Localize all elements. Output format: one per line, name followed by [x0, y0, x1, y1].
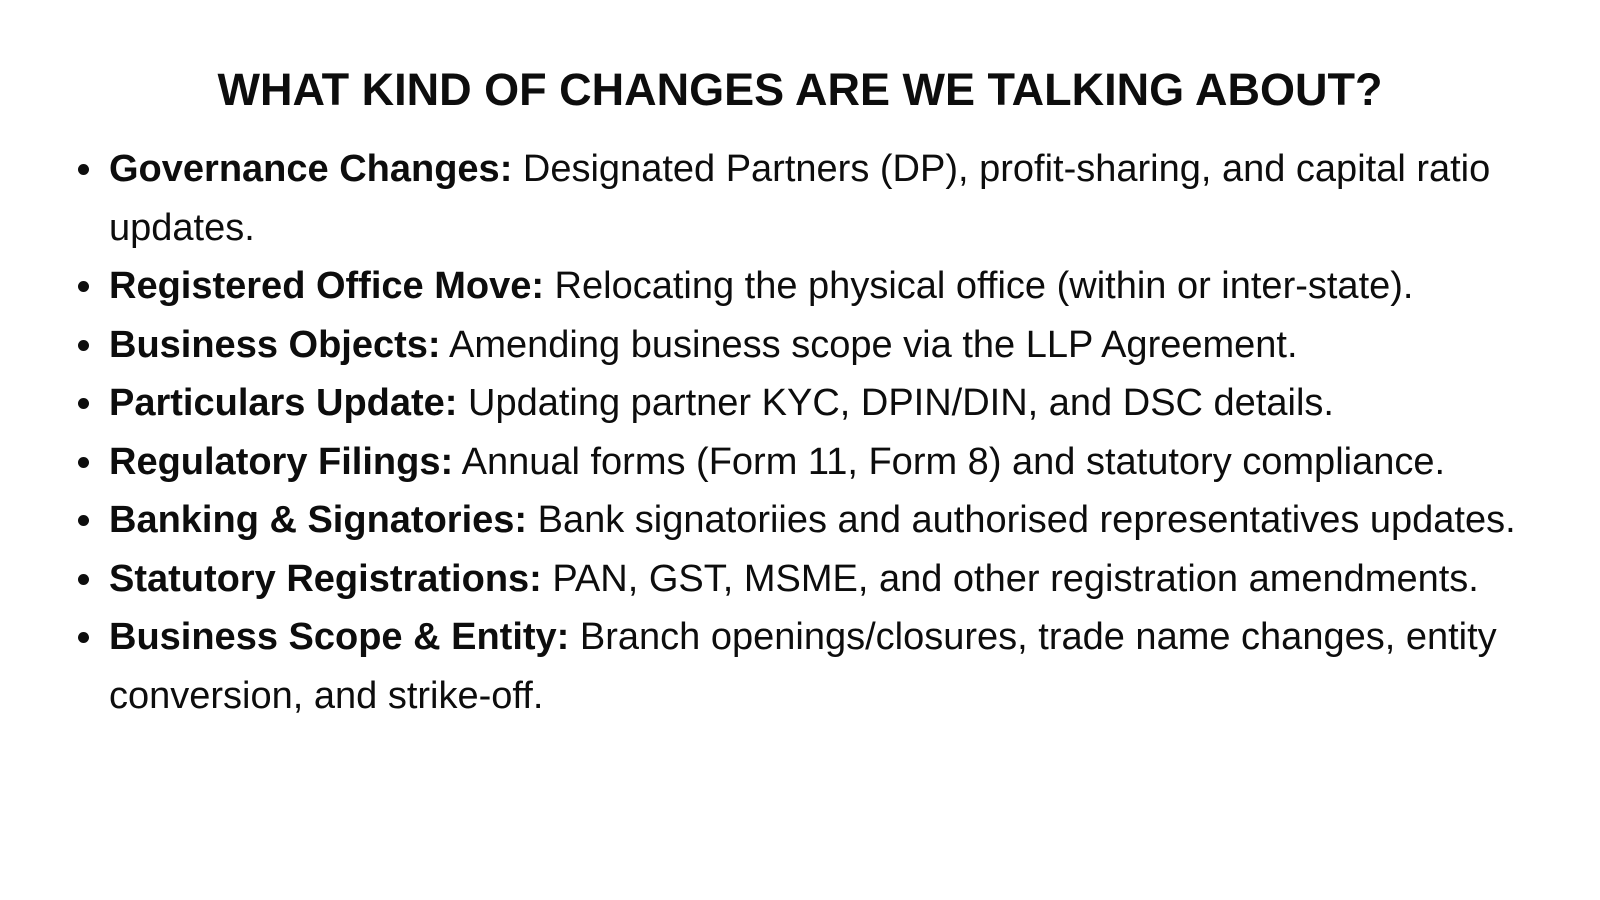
bullet-description: Designated Partners (DP), profit-sharing, and capital ratio updates. — [109, 148, 1491, 249]
change-types-list — [78, 140, 1578, 725]
bullet-term: Business Objects: — [109, 323, 441, 366]
bullet-term: Governance Changes: — [109, 148, 513, 190]
bullet-description: Bank signatoriies and authorised representatives updates. — [527, 499, 1516, 541]
bullet-description: Annual forms (Form 11, Form 8) and statutory compliance. — [453, 440, 1446, 483]
bullet-term: Business Scope & Entity: — [109, 616, 570, 658]
bullet-description: PAN, GST, MSME, and other registration amendments. — [541, 557, 1479, 600]
bullet-description: Relocating the physical office (within or inter-state). — [544, 265, 1414, 307]
bullet-term: Registered Office Move: — [109, 265, 544, 307]
bullet-icon — [78, 457, 89, 468]
bullet-description: Updating partner KYC, DPIN/DIN, and DSC details. — [457, 382, 1334, 424]
list-item-business-scope-entity — [78, 608, 1578, 725]
list-item-particulars-update — [78, 374, 1578, 433]
list-item-regulatory-filings — [78, 433, 1578, 492]
bullet-icon — [78, 164, 89, 175]
list-item-governance — [78, 140, 1578, 257]
bullet-icon — [78, 574, 89, 585]
bullet-icon — [78, 281, 89, 292]
bullet-icon — [78, 515, 89, 526]
bullet-icon — [78, 340, 89, 351]
bullet-term: Regulatory Filings: — [109, 440, 454, 483]
bullet-term: Statutory Registrations: — [109, 557, 542, 600]
bullet-term: Particulars Update: — [109, 382, 458, 424]
bullet-icon — [78, 632, 89, 643]
bullet-icon — [78, 398, 89, 409]
bullet-term: Banking & Signatories: — [109, 499, 528, 541]
list-item-business-objects — [78, 316, 1578, 375]
list-item-banking-signatories — [78, 491, 1578, 550]
slide-title: WHAT KIND OF CHANGES ARE WE TALKING ABOUT? — [217, 64, 1383, 115]
list-item-registered-office — [78, 257, 1578, 316]
bullet-description: Branch openings/closures, trade name changes, entity conversion, and strike-off. — [109, 616, 1497, 717]
list-item-statutory-registrations — [78, 550, 1578, 609]
bullet-description: Amending business scope via the LLP Agreement. — [440, 323, 1298, 366]
